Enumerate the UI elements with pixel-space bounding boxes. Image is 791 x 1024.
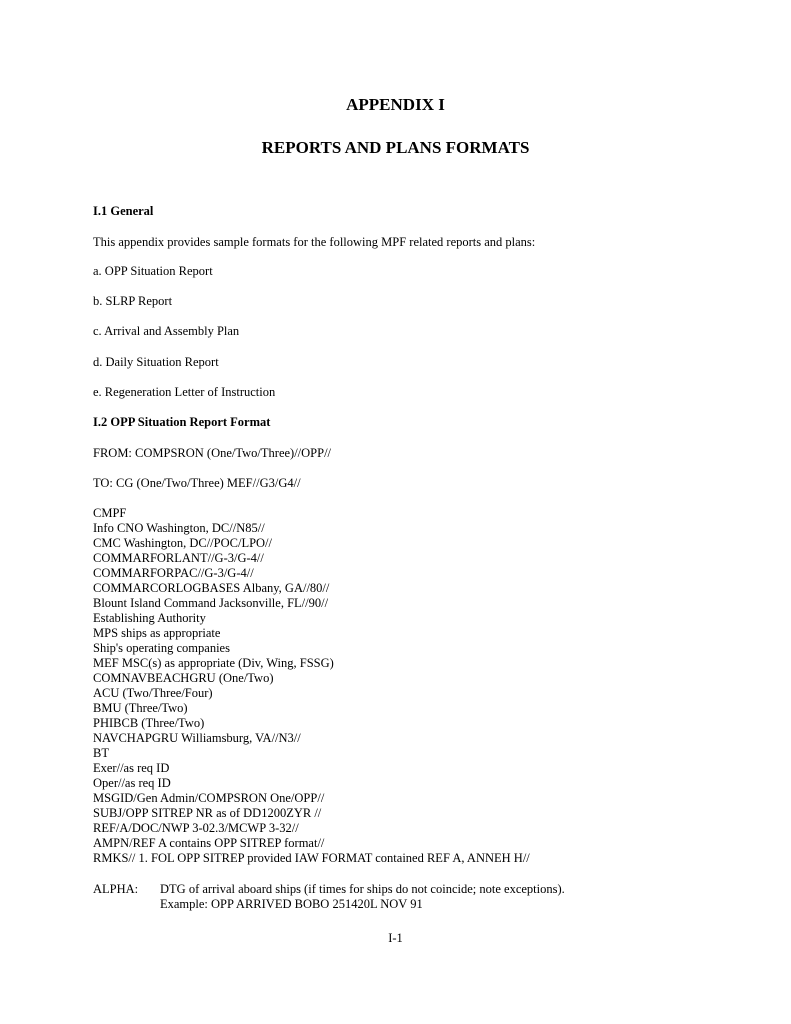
list-item: Establishing Authority: [93, 611, 206, 625]
list-item: Ship's operating companies: [93, 641, 230, 655]
list-item: NAVCHAPGRU Williamsburg, VA//N3//: [93, 731, 301, 745]
list-item: AMPN/REF A contains OPP SITREP format//: [93, 836, 325, 850]
list-item: CMPF: [93, 506, 127, 520]
list-item: MEF MSC(s) as appropriate (Div, Wing, FSSG): [93, 656, 334, 670]
intro-paragraph: This appendix provides sample formats for the following MPF related reports and plans:: [93, 235, 536, 249]
list-item: a. OPP Situation Report: [93, 264, 213, 278]
addressee-list: [93, 506, 530, 866]
page-number: I-1: [388, 931, 403, 945]
section-heading-general: I.1 General: [93, 204, 154, 218]
section-heading-opp-sitrep: I.2 OPP Situation Report Format: [93, 415, 271, 429]
list-item: COMMARCORLOGBASES Albany, GA//80//: [93, 581, 330, 595]
list-item: e. Regeneration Letter of Instruction: [93, 385, 276, 399]
list-item: c. Arrival and Assembly Plan: [93, 324, 240, 338]
list-item: MSGID/Gen Admin/COMPSRON One/OPP//: [93, 791, 325, 805]
list-item: REF/A/DOC/NWP 3-02.3/MCWP 3-32//: [93, 821, 299, 835]
alpha-example: Example: OPP ARRIVED BOBO 251420L NOV 91: [160, 897, 423, 911]
list-item: Info CNO Washington, DC//N85//: [93, 521, 265, 535]
list-item: COMMARFORLANT//G-3/G-4//: [93, 551, 264, 565]
to-line: TO: CG (One/Two/Three) MEF//G3/G4//: [93, 476, 301, 490]
list-item: MPS ships as appropriate: [93, 626, 221, 640]
from-line: FROM: COMPSRON (One/Two/Three)//OPP//: [93, 446, 332, 460]
list-item: ACU (Two/Three/Four): [93, 686, 213, 700]
alpha-text: DTG of arrival aboard ships (if times for ships do not coincide; note exceptions).: [160, 882, 565, 896]
list-item: RMKS// 1. FOL OPP SITREP provided IAW FORMAT contained REF A, ANNEH H//: [93, 851, 530, 865]
list-item: BMU (Three/Two): [93, 701, 188, 715]
list-item: Oper//as req ID: [93, 776, 171, 790]
list-item: BT: [93, 746, 109, 760]
list-item: b. SLRP Report: [93, 294, 173, 308]
list-item: d. Daily Situation Report: [93, 355, 219, 369]
list-item: Exer//as req ID: [93, 761, 170, 775]
list-item: Blount Island Command Jacksonville, FL//90//: [93, 596, 329, 610]
alpha-label: ALPHA:: [93, 882, 139, 896]
list-item: CMC Washington, DC//POC/LPO//: [93, 536, 273, 550]
list-item: COMMARFORPAC//G-3/G-4//: [93, 566, 254, 580]
list-item: PHIBCB (Three/Two): [93, 716, 205, 730]
appendix-title: APPENDIX I: [346, 95, 445, 114]
list-item: SUBJ/OPP SITREP NR as of DD1200ZYR //: [93, 806, 322, 820]
appendix-subtitle: REPORTS AND PLANS FORMATS: [261, 138, 530, 157]
list-item: COMNAVBEACHGRU (One/Two): [93, 671, 274, 685]
